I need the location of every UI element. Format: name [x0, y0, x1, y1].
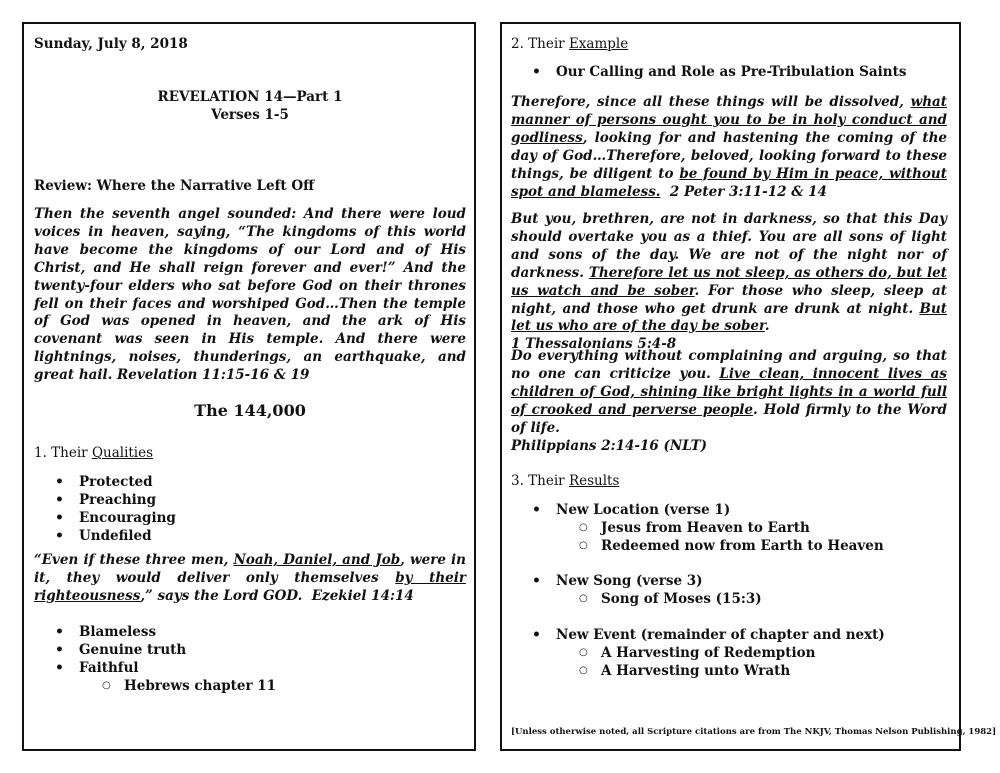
list-item: • New Song (verse 3) [556, 572, 703, 590]
qualities-list [79, 473, 176, 545]
section-title: The 144,000 [194, 401, 306, 420]
ezekiel-u2: by their righteousness [34, 569, 466, 604]
review-quote-text: Then the seventh angel sounded: And there were loud voices in heaven, saying, “The kingdoms of this world have become the kingdoms of our Lord and of His Christ, and He shall reign forever and ever!” And the twenty-four elders who sat before God on their thrones fell on their faces and worshiped God…Then the temple of God was opened in heaven, and the ark of His covenant was seen in His temple. And there were lightnings, noises, thunderings, an earthquake, and great hail. [34, 206, 466, 384]
results-word: Results [568, 473, 620, 489]
list-item: ○ A Harvesting unto Wrath [601, 662, 815, 680]
list-item: • Genuine truth [79, 641, 186, 659]
traits-list [79, 623, 186, 677]
thess-b: . For those who sleep, sleep at night, and those who get drunk are drunk at night. [511, 282, 947, 317]
ezekiel-u1: Noah, Daniel, and Job [233, 552, 401, 568]
thess-ref: 1 Thessalonians 5:4-8 [511, 336, 677, 353]
list-item: • Our Calling and Role as Pre-Tribulation Saints [556, 63, 906, 81]
results-heading [511, 472, 619, 490]
list-item: • Preaching [79, 491, 176, 509]
results-list-3 [556, 626, 885, 644]
peter-b: , looking for and hastening the coming of the day of God…Therefore, beloved, looking forward to these things, be diligent to [511, 129, 947, 182]
peter-quote [511, 94, 947, 201]
qualities-heading [34, 444, 153, 462]
page-title: REVELATION 14—Part 1 [157, 89, 343, 105]
peter-u2: be found by Him in peace, without spot and blameless. [511, 165, 947, 200]
example-word: Example [568, 36, 629, 52]
results-list-2 [556, 572, 703, 590]
list-item: ○ Jesus from Heaven to Earth [601, 519, 884, 537]
list-item: • Blameless [79, 623, 186, 641]
phil-quote [511, 348, 947, 455]
ezekiel-c: ,” says the Lord GOD. [140, 587, 303, 604]
list-item: ○ Hebrews chapter 11 [124, 677, 276, 695]
date-line: Sunday, July 8, 2018 [34, 36, 188, 52]
list-item: • New Location (verse 1) [556, 501, 730, 519]
review-heading: Review: Where the Narrative Left Off [34, 178, 315, 194]
list-item: • Undefiled [79, 527, 176, 545]
ezekiel-a: “Even if these three men, [34, 552, 234, 568]
qualities-prefix: 1. Their [34, 445, 92, 461]
list-item: ○ Song of Moses (15:3) [601, 590, 762, 608]
list-item: • Encouraging [79, 509, 176, 527]
list-item: • Faithful [79, 659, 186, 677]
page-subtitle: Verses 1-5 [211, 107, 289, 123]
thess-a: But you, brethren, are not in darkness, so that this Day should overtake you as a thief. You are all sons of light and sons of the day. We are not of the night nor of darkness. [511, 211, 947, 281]
qualities-word: Qualities [91, 445, 154, 461]
review-quote [34, 206, 466, 385]
results-sublist-2 [601, 590, 762, 608]
list-item: ○ Redeemed now from Earth to Heaven [601, 537, 884, 555]
peter-u1: what manner of persons ought you to be in holy conduct and godliness [511, 94, 947, 146]
results-list-1 [556, 501, 730, 519]
list-item: • New Event (remainder of chapter and next) [556, 626, 885, 644]
calling-list [556, 63, 906, 81]
thess-quote [511, 211, 947, 354]
traits-sublist [124, 677, 276, 695]
results-prefix: 3. Their [511, 473, 569, 489]
peter-ref: 2 Peter 3:11-12 & 14 [669, 183, 827, 200]
ezekiel-quote [34, 552, 466, 606]
example-heading [511, 35, 628, 53]
ezekiel-ref: Ezekiel 14:14 [311, 587, 414, 604]
peter-a: Therefore, since all these things will be dissolved, [511, 94, 911, 110]
list-item: ○ A Harvesting of Redemption [601, 644, 815, 662]
phil-u: Live clean, innocent lives as children of God, shining like bright lights in a world full of crooked and perverse people [511, 365, 947, 418]
example-prefix: 2. Their [511, 36, 569, 52]
thess-u1: Therefore let us not sleep, as others do, but let us watch and be sober [511, 264, 947, 299]
review-ref: Revelation 11:15-16 & 19 [117, 367, 310, 384]
phil-a: Do everything without complaining and arguing, so that no one can criticize you. [511, 348, 947, 382]
ezekiel-b: , were in it, they would deliver only themselves [34, 552, 466, 586]
phil-b: . Hold firmly to the Word of life. [511, 401, 947, 436]
thess-c: . [764, 318, 770, 335]
results-sublist-1 [601, 519, 884, 555]
list-item: • Protected [79, 473, 176, 491]
results-sublist-3 [601, 644, 815, 680]
thess-u2: But let us who are of the day be sober [511, 300, 947, 335]
phil-ref: Philippians 2:14-16 (NLT) [511, 437, 708, 454]
footnote: [Unless otherwise noted, all Scripture citations are from The NKJV, Thomas Nelson Publishing, 1982] [511, 727, 997, 737]
